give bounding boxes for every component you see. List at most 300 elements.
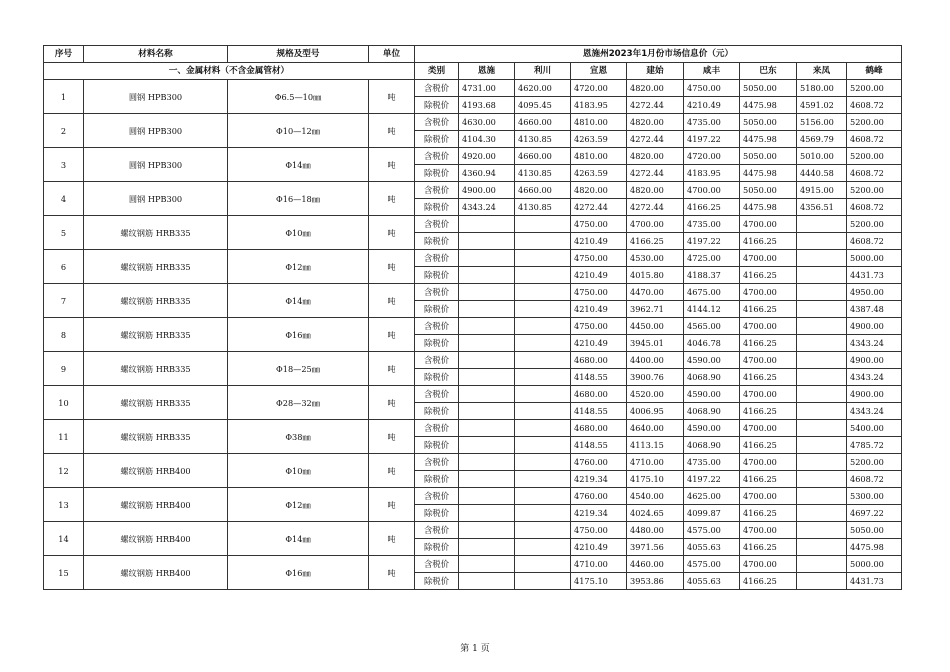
col-header-spec: 规格及型号 (228, 46, 369, 63)
price-cell (515, 454, 571, 471)
item-name: 螺纹钢筋 HRB335 (84, 318, 228, 352)
table-row (44, 182, 902, 199)
price-cell: 4197.22 (684, 471, 740, 488)
price-cell: 4006.95 (627, 403, 684, 420)
price-cell: 4590.00 (684, 352, 740, 369)
item-unit: 吨 (369, 148, 415, 182)
price-cell: 4183.95 (684, 165, 740, 182)
price-cell (515, 250, 571, 267)
item-unit: 吨 (369, 216, 415, 250)
price-cell: 5050.00 (740, 182, 797, 199)
price-cell: 4575.00 (684, 556, 740, 573)
price-cell: 4024.65 (627, 505, 684, 522)
table-row (44, 454, 902, 471)
item-spec: Φ16㎜ (228, 556, 369, 590)
price-cell (515, 233, 571, 250)
price-cell: 4731.00 (459, 80, 515, 97)
price-cell (459, 250, 515, 267)
price-cell (797, 301, 847, 318)
price-cell: 4475.98 (740, 97, 797, 114)
item-spec: Φ28—32㎜ (228, 386, 369, 420)
item-unit: 吨 (369, 352, 415, 386)
price-cell: 4343.24 (847, 403, 902, 420)
item-no: 10 (44, 386, 84, 420)
item-name: 螺纹钢筋 HRB400 (84, 556, 228, 590)
price-kind: 除税价 (415, 199, 459, 216)
price-cell: 4900.00 (847, 352, 902, 369)
price-cell: 4095.45 (515, 97, 571, 114)
price-cell (515, 420, 571, 437)
price-cell: 4920.00 (459, 148, 515, 165)
item-no: 9 (44, 352, 84, 386)
header-row (44, 46, 902, 63)
price-cell: 4356.51 (797, 199, 847, 216)
price-cell (797, 216, 847, 233)
price-cell: 5010.00 (797, 148, 847, 165)
item-no: 1 (44, 80, 84, 114)
city-header: 宣恩 (571, 63, 627, 80)
price-cell: 4166.25 (740, 267, 797, 284)
item-no: 3 (44, 148, 84, 182)
item-no: 13 (44, 488, 84, 522)
price-cell (515, 318, 571, 335)
price-cell: 5050.00 (847, 522, 902, 539)
price-kind: 含税价 (415, 80, 459, 97)
price-cell: 4750.00 (571, 250, 627, 267)
price-cell: 4175.10 (571, 573, 627, 590)
price-cell (459, 233, 515, 250)
price-cell (797, 403, 847, 420)
price-cell: 4900.00 (847, 318, 902, 335)
item-unit: 吨 (369, 80, 415, 114)
price-cell: 4166.25 (740, 403, 797, 420)
price-cell: 4175.10 (627, 471, 684, 488)
price-cell: 4608.72 (847, 199, 902, 216)
price-kind: 除税价 (415, 539, 459, 556)
price-cell (459, 573, 515, 590)
price-cell: 4915.00 (797, 182, 847, 199)
price-cell: 4700.00 (740, 386, 797, 403)
item-no: 2 (44, 114, 84, 148)
price-cell: 4575.00 (684, 522, 740, 539)
price-cell: 4700.00 (740, 284, 797, 301)
table-row (44, 420, 902, 437)
item-no: 7 (44, 284, 84, 318)
price-cell (515, 556, 571, 573)
city-header: 来凤 (797, 63, 847, 80)
price-cell (515, 301, 571, 318)
price-cell: 4700.00 (740, 522, 797, 539)
table-row (44, 522, 902, 539)
table-title: 恩施州2023年1月份市场信息价（元） (415, 46, 902, 63)
price-cell: 4680.00 (571, 420, 627, 437)
price-cell: 4470.00 (627, 284, 684, 301)
price-kind: 含税价 (415, 488, 459, 505)
price-cell (515, 437, 571, 454)
price-cell: 4431.73 (847, 573, 902, 590)
price-cell: 4068.90 (684, 403, 740, 420)
price-cell: 5200.00 (847, 182, 902, 199)
price-cell (797, 454, 847, 471)
price-cell (515, 335, 571, 352)
price-cell (797, 522, 847, 539)
price-kind: 除税价 (415, 165, 459, 182)
price-kind: 含税价 (415, 284, 459, 301)
price-cell: 4735.00 (684, 114, 740, 131)
price-cell: 4820.00 (571, 182, 627, 199)
price-cell: 5180.00 (797, 80, 847, 97)
price-cell: 4166.25 (740, 369, 797, 386)
price-cell: 5200.00 (847, 80, 902, 97)
price-cell: 4148.55 (571, 403, 627, 420)
price-cell: 4113.15 (627, 437, 684, 454)
price-cell: 4810.00 (571, 148, 627, 165)
price-cell: 4440.58 (797, 165, 847, 182)
price-cell: 4750.00 (571, 284, 627, 301)
item-spec: Φ18—25㎜ (228, 352, 369, 386)
price-cell: 4540.00 (627, 488, 684, 505)
price-cell: 4166.25 (740, 301, 797, 318)
price-cell: 4219.34 (571, 471, 627, 488)
table-row (44, 386, 902, 403)
item-name: 螺纹钢筋 HRB335 (84, 250, 228, 284)
price-cell: 4680.00 (571, 386, 627, 403)
city-header: 恩施 (459, 63, 515, 80)
price-cell: 4055.63 (684, 539, 740, 556)
item-name: 圆钢 HPB300 (84, 148, 228, 182)
price-cell: 4900.00 (847, 386, 902, 403)
price-cell (459, 386, 515, 403)
price-cell: 4625.00 (684, 488, 740, 505)
item-name: 螺纹钢筋 HRB335 (84, 216, 228, 250)
price-cell (515, 369, 571, 386)
price-kind: 含税价 (415, 182, 459, 199)
price-cell (459, 352, 515, 369)
price-cell: 4475.98 (847, 539, 902, 556)
price-kind: 除税价 (415, 267, 459, 284)
price-kind: 除税价 (415, 403, 459, 420)
price-cell (459, 284, 515, 301)
table-row (44, 556, 902, 573)
price-kind: 含税价 (415, 114, 459, 131)
price-cell (459, 539, 515, 556)
price-cell (459, 335, 515, 352)
price-cell (797, 437, 847, 454)
price-cell: 4590.00 (684, 420, 740, 437)
price-cell (459, 437, 515, 454)
price-cell: 5050.00 (740, 80, 797, 97)
item-unit: 吨 (369, 114, 415, 148)
price-cell: 4680.00 (571, 352, 627, 369)
item-unit: 吨 (369, 488, 415, 522)
price-cell (515, 352, 571, 369)
price-cell: 4820.00 (627, 182, 684, 199)
item-no: 4 (44, 182, 84, 216)
price-cell: 4343.24 (847, 335, 902, 352)
price-kind: 含税价 (415, 148, 459, 165)
item-spec: Φ14㎜ (228, 522, 369, 556)
item-spec: Φ14㎜ (228, 284, 369, 318)
price-kind: 除税价 (415, 437, 459, 454)
price-cell: 4183.95 (571, 97, 627, 114)
price-cell: 4166.25 (740, 573, 797, 590)
price-cell (797, 369, 847, 386)
price-cell: 4166.25 (627, 233, 684, 250)
price-cell: 5200.00 (847, 454, 902, 471)
price-cell (515, 403, 571, 420)
price-cell: 4068.90 (684, 437, 740, 454)
price-cell (515, 522, 571, 539)
price-cell: 5000.00 (847, 250, 902, 267)
table-row (44, 216, 902, 233)
col-header-no: 序号 (44, 46, 84, 63)
price-cell: 4197.22 (684, 233, 740, 250)
price-cell: 4660.00 (515, 182, 571, 199)
price-cell: 4820.00 (627, 148, 684, 165)
item-name: 螺纹钢筋 HRB400 (84, 522, 228, 556)
table-row (44, 488, 902, 505)
price-cell: 4272.44 (627, 165, 684, 182)
price-cell: 4166.25 (740, 539, 797, 556)
price-cell: 4725.00 (684, 250, 740, 267)
price-cell: 4400.00 (627, 352, 684, 369)
price-cell: 4620.00 (515, 80, 571, 97)
item-name: 螺纹钢筋 HRB335 (84, 352, 228, 386)
price-cell (459, 556, 515, 573)
price-cell: 4608.72 (847, 471, 902, 488)
price-cell (459, 454, 515, 471)
item-spec: Φ10㎜ (228, 216, 369, 250)
item-no: 6 (44, 250, 84, 284)
price-kind: 除税价 (415, 471, 459, 488)
price-cell: 5156.00 (797, 114, 847, 131)
price-cell: 4130.85 (515, 131, 571, 148)
price-cell: 4750.00 (571, 318, 627, 335)
price-cell: 4387.48 (847, 301, 902, 318)
section-title: 一、金属材料（不含金属管材） (44, 63, 415, 80)
price-cell (797, 284, 847, 301)
price-cell: 4450.00 (627, 318, 684, 335)
item-unit: 吨 (369, 386, 415, 420)
price-cell: 4700.00 (740, 250, 797, 267)
item-no: 5 (44, 216, 84, 250)
price-cell: 4130.85 (515, 199, 571, 216)
col-header-kind: 类别 (415, 63, 459, 80)
price-kind: 除税价 (415, 233, 459, 250)
price-cell: 4700.00 (740, 420, 797, 437)
price-cell (459, 216, 515, 233)
item-unit: 吨 (369, 454, 415, 488)
price-cell: 4343.24 (847, 369, 902, 386)
price-cell (459, 420, 515, 437)
table-row (44, 148, 902, 165)
price-cell: 4785.72 (847, 437, 902, 454)
price-cell: 4569.79 (797, 131, 847, 148)
price-cell (797, 318, 847, 335)
price-kind: 含税价 (415, 250, 459, 267)
price-cell: 4565.00 (684, 318, 740, 335)
city-header: 利川 (515, 63, 571, 80)
item-unit: 吨 (369, 522, 415, 556)
price-cell: 4166.25 (684, 199, 740, 216)
price-cell: 4950.00 (847, 284, 902, 301)
price-kind: 含税价 (415, 454, 459, 471)
item-name: 圆钢 HPB300 (84, 80, 228, 114)
item-spec: Φ38㎜ (228, 420, 369, 454)
price-cell: 4700.00 (740, 318, 797, 335)
price-cell (459, 369, 515, 386)
price-cell: 4104.30 (459, 131, 515, 148)
price-cell: 4720.00 (684, 148, 740, 165)
price-cell (797, 250, 847, 267)
price-cell (797, 335, 847, 352)
item-spec: Φ14㎜ (228, 148, 369, 182)
price-cell (797, 505, 847, 522)
price-cell: 4750.00 (684, 80, 740, 97)
price-cell: 4193.68 (459, 97, 515, 114)
item-no: 8 (44, 318, 84, 352)
item-name: 螺纹钢筋 HRB335 (84, 386, 228, 420)
price-cell: 4608.72 (847, 165, 902, 182)
item-unit: 吨 (369, 556, 415, 590)
price-cell (797, 267, 847, 284)
price-cell: 4900.00 (459, 182, 515, 199)
item-name: 螺纹钢筋 HRB400 (84, 454, 228, 488)
item-spec: Φ12㎜ (228, 250, 369, 284)
price-kind: 含税价 (415, 386, 459, 403)
price-cell: 4750.00 (571, 522, 627, 539)
price-cell: 4590.00 (684, 386, 740, 403)
price-cell (459, 488, 515, 505)
price-cell: 4166.25 (740, 437, 797, 454)
price-cell: 4697.22 (847, 505, 902, 522)
item-spec: Φ12㎜ (228, 488, 369, 522)
price-cell: 3945.01 (627, 335, 684, 352)
price-cell (459, 301, 515, 318)
price-cell: 4710.00 (627, 454, 684, 471)
price-cell: 4046.78 (684, 335, 740, 352)
price-cell: 4360.94 (459, 165, 515, 182)
price-cell: 4219.34 (571, 505, 627, 522)
price-cell: 4068.90 (684, 369, 740, 386)
page-number: 第 1 页 (460, 644, 490, 654)
city-header: 鹤峰 (847, 63, 902, 80)
price-cell (797, 471, 847, 488)
price-cell: 5200.00 (847, 114, 902, 131)
price-cell (459, 505, 515, 522)
price-cell: 3962.71 (627, 301, 684, 318)
price-kind: 除税价 (415, 369, 459, 386)
price-cell (515, 216, 571, 233)
price-cell: 4210.49 (571, 233, 627, 250)
price-cell (797, 539, 847, 556)
price-cell: 4700.00 (740, 556, 797, 573)
price-cell: 4210.49 (571, 267, 627, 284)
price-cell: 4130.85 (515, 165, 571, 182)
price-cell: 3971.56 (627, 539, 684, 556)
price-cell: 5200.00 (847, 148, 902, 165)
item-unit: 吨 (369, 250, 415, 284)
price-cell (459, 522, 515, 539)
price-cell: 4735.00 (684, 216, 740, 233)
price-kind: 含税价 (415, 420, 459, 437)
price-cell (797, 233, 847, 250)
price-cell: 4640.00 (627, 420, 684, 437)
city-header: 建始 (627, 63, 684, 80)
price-cell: 4431.73 (847, 267, 902, 284)
price-cell: 4148.55 (571, 369, 627, 386)
city-header: 咸丰 (684, 63, 740, 80)
price-cell (459, 471, 515, 488)
price-cell: 4272.44 (571, 199, 627, 216)
price-cell: 4210.49 (571, 539, 627, 556)
price-cell: 5300.00 (847, 488, 902, 505)
col-header-name: 材料名称 (84, 46, 228, 63)
price-kind: 除税价 (415, 301, 459, 318)
item-unit: 吨 (369, 284, 415, 318)
price-cell (515, 488, 571, 505)
price-cell: 4166.25 (740, 233, 797, 250)
price-kind: 含税价 (415, 318, 459, 335)
price-cell: 5050.00 (740, 114, 797, 131)
price-cell: 4210.49 (571, 301, 627, 318)
price-cell: 4188.37 (684, 267, 740, 284)
price-cell: 5000.00 (847, 556, 902, 573)
price-kind: 除税价 (415, 97, 459, 114)
table-row (44, 352, 902, 369)
price-cell: 5400.00 (847, 420, 902, 437)
price-cell (797, 573, 847, 590)
item-no: 15 (44, 556, 84, 590)
item-unit: 吨 (369, 318, 415, 352)
price-cell (515, 573, 571, 590)
price-table (43, 45, 902, 590)
item-name: 螺纹钢筋 HRB335 (84, 284, 228, 318)
price-cell: 4460.00 (627, 556, 684, 573)
price-cell (459, 267, 515, 284)
price-kind: 除税价 (415, 505, 459, 522)
price-cell: 4263.59 (571, 131, 627, 148)
price-cell: 4210.49 (571, 335, 627, 352)
price-cell: 4720.00 (571, 80, 627, 97)
price-cell: 4475.98 (740, 199, 797, 216)
price-cell: 4675.00 (684, 284, 740, 301)
price-cell: 4630.00 (459, 114, 515, 131)
item-no: 12 (44, 454, 84, 488)
price-cell: 4700.00 (627, 216, 684, 233)
price-cell (797, 386, 847, 403)
price-cell: 3953.86 (627, 573, 684, 590)
price-cell: 4710.00 (571, 556, 627, 573)
price-kind: 除税价 (415, 573, 459, 590)
price-kind: 除税价 (415, 335, 459, 352)
price-cell: 4700.00 (684, 182, 740, 199)
price-cell (515, 539, 571, 556)
price-cell (515, 267, 571, 284)
price-cell: 4750.00 (571, 216, 627, 233)
price-cell: 4210.49 (684, 97, 740, 114)
price-cell: 5050.00 (740, 148, 797, 165)
price-cell: 4820.00 (627, 114, 684, 131)
price-cell (515, 471, 571, 488)
price-cell: 4735.00 (684, 454, 740, 471)
item-spec: Φ10㎜ (228, 454, 369, 488)
price-cell: 4475.98 (740, 165, 797, 182)
price-cell: 4144.12 (684, 301, 740, 318)
price-cell: 4700.00 (740, 488, 797, 505)
price-cell: 4530.00 (627, 250, 684, 267)
table-row (44, 250, 902, 267)
